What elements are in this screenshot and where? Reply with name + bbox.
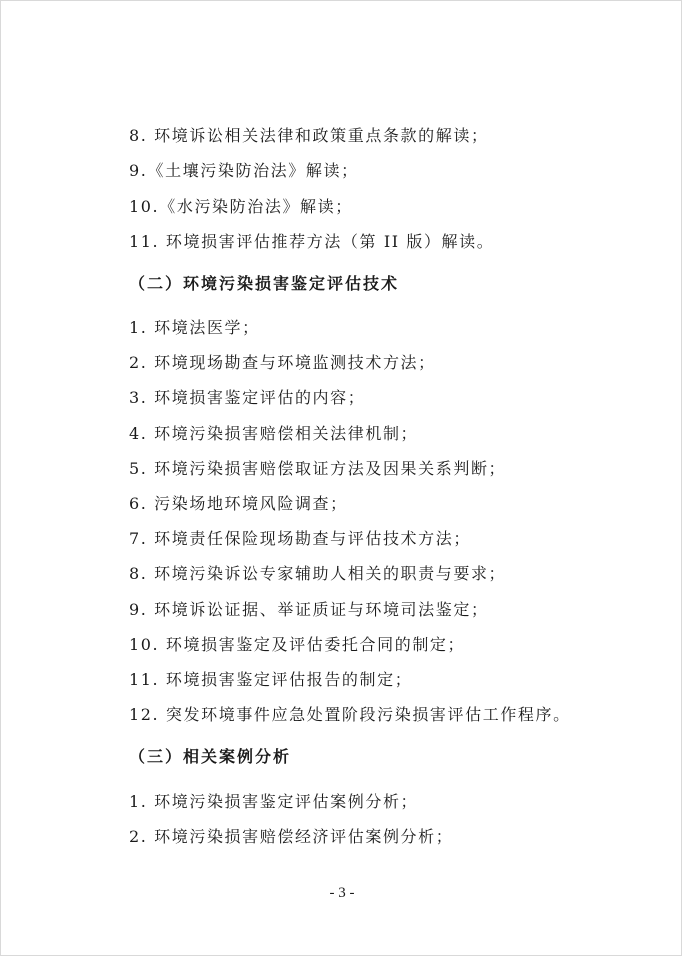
section-heading: （三）相关案例分析 bbox=[129, 747, 292, 766]
list-item: 7. 环境责任保险现场勘查与评估技术方法； bbox=[129, 529, 471, 548]
list-item: 6. 污染场地环境风险调查； bbox=[129, 494, 348, 513]
list-item: 8. 环境污染诉讼专家辅助人相关的职责与要求； bbox=[129, 564, 507, 583]
list-item: 4. 环境污染损害赔偿相关法律机制； bbox=[129, 424, 419, 443]
list-item: 10.《水污染防治法》解读； bbox=[129, 197, 353, 216]
list-item: 11. 环境损害评估推荐方法（第 II 版）解读。 bbox=[129, 232, 495, 251]
list-item: 5. 环境污染损害赔偿取证方法及因果关系判断； bbox=[129, 459, 507, 478]
list-item: 1. 环境法医学； bbox=[129, 318, 260, 337]
list-item: 3. 环境损害鉴定评估的内容； bbox=[129, 388, 366, 407]
list-item: 9. 环境诉讼证据、举证质证与环境司法鉴定； bbox=[129, 600, 489, 619]
list-item: 11. 环境损害鉴定评估报告的制定； bbox=[129, 670, 413, 689]
list-item: 8. 环境诉讼相关法律和政策重点条款的解读； bbox=[129, 126, 489, 145]
list-item: 10. 环境损害鉴定及评估委托合同的制定； bbox=[129, 635, 466, 654]
list-item: 1. 环境污染损害鉴定评估案例分析； bbox=[129, 792, 419, 811]
section-heading: （二）环境污染损害鉴定评估技术 bbox=[129, 274, 400, 293]
list-item: 9.《土壤污染防治法》解读； bbox=[129, 161, 359, 180]
list-item: 2. 环境污染损害赔偿经济评估案例分析； bbox=[129, 827, 454, 846]
page-number: - 3 - bbox=[329, 885, 355, 901]
list-item: 2. 环境现场勘查与环境监测技术方法； bbox=[129, 353, 436, 372]
list-item: 12. 突发环境事件应急处置阶段污染损害评估工作程序。 bbox=[129, 705, 571, 724]
